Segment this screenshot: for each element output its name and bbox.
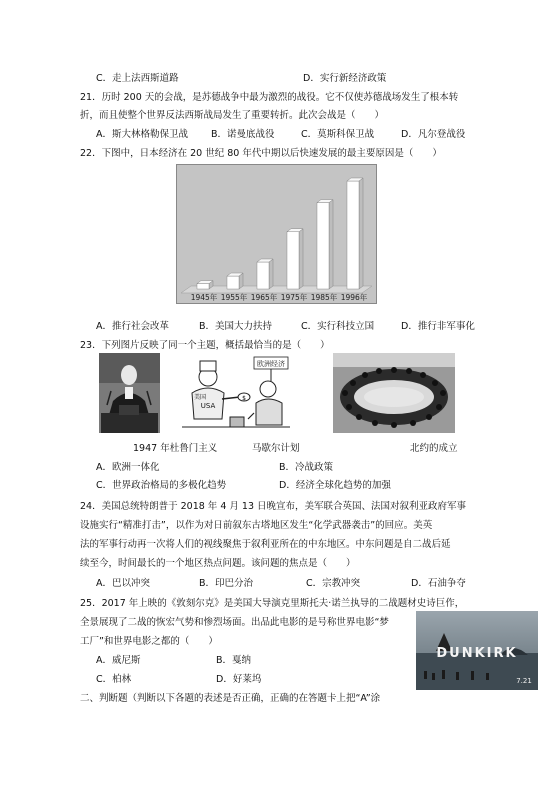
q23-option-c: C．世界政治格局的多极化趋势: [96, 480, 227, 491]
q24-stem-line4: 续至今，时间最长的一个地区热点问题。该问题的焦点是（ ）: [80, 558, 356, 569]
truman-photo: [99, 353, 160, 433]
japan-economy-chart: [176, 164, 377, 304]
q22-option-b: B．美国大力扶持: [199, 321, 273, 332]
q21-option-d: D．凡尔登战役: [401, 129, 466, 140]
bar-1996年: [347, 178, 363, 289]
q22-option-c: C．实行科技立国: [301, 321, 375, 332]
q25-option-a: A．威尼斯: [96, 655, 141, 666]
x-tick-label: 1955年: [220, 293, 248, 302]
q24-option-d: D．石油争夺: [411, 578, 466, 589]
q24-stem-line3: 法的军事行动再一次将人们的视线聚焦于叙利亚所在的中东地区。中东问题是自二战后延: [80, 539, 451, 550]
bar-1955年: [227, 273, 243, 289]
x-tick-label: 1996年: [340, 293, 368, 302]
poster-title: DUNKIRK: [436, 646, 518, 661]
q21-option-c: C．莫斯科保卫战: [301, 129, 375, 140]
q22-option-d: D．推行非军事化: [401, 321, 475, 332]
nato-meeting-photo: [333, 353, 455, 433]
q24-option-b: B．印巴分治: [199, 578, 254, 589]
q22-stem: 22．下图中，日本经济在 20 世纪 80 年代中期以后快速发展的最主要原因是（ ）: [80, 148, 442, 159]
bar-1985年: [317, 200, 333, 289]
q23-stem: 23．下列图片反映了同一个主题，概括最恰当的是（ ）: [80, 340, 330, 351]
q23-option-b: B．冷战政策: [279, 462, 334, 473]
q25-stem-line1: 25．2017 年上映的《敦刻尔克》是美国大导演克里斯托夫·诺兰执导的二战题材史诗巨作，: [80, 598, 465, 609]
q25-stem-line2: 全景展现了二战的恢宏气势和惨烈场面。出品此电影的是号称世界电影“梦: [80, 617, 389, 628]
q23-caption-marshall: 马歇尔计划: [252, 443, 300, 454]
svg-text:$: $: [242, 395, 246, 402]
poster-date: 7.21: [516, 677, 532, 685]
q24-stem-line2: 设施实行“精准打击”，以作为对日前叙东古塔地区发生“化学武器袭击”的回应。美英: [80, 520, 433, 531]
q20-option-d: D．实行新经济政策: [303, 73, 387, 84]
q24-option-c: C．宗教冲突: [306, 578, 361, 589]
q24-stem-line1: 24．美国总统特朗普于 2018 年 4 月 13 日晚宣布，美军联合英国、法国对叙利亚政府军事: [80, 501, 467, 512]
q23-option-d: D．经济全球化趋势的加强: [279, 480, 391, 491]
x-tick-label: 1945年: [190, 293, 218, 302]
q21-stem-line1: 21．历时 200 天的会战，是苏德战争中最为激烈的战役。它不仅使苏德战场发生了根本转: [80, 92, 459, 103]
cartoon-usa-cn-label: 美国: [193, 394, 207, 401]
q21-option-a: A．斯大林格勒保卫战: [96, 129, 188, 140]
q21-stem-line2: 折，而且使整个世界反法西斯战局发生了重要转折。此次会战是（ ）: [80, 110, 385, 121]
section2-heading: 二、判断题（判断以下各题的表述是否正确，正确的在答题卡上把“A”涂: [80, 693, 381, 704]
q21-option-b: B．诺曼底战役: [211, 129, 275, 140]
bar-1945年: [197, 281, 213, 289]
q25-stem-line3: 工厂”和世界电影之都的（ ）: [80, 636, 218, 647]
bar-1965年: [257, 259, 273, 289]
dunkirk-poster: [416, 611, 538, 690]
q25-option-d: D．好莱坞: [216, 674, 262, 685]
cartoon-usa-label: USA: [200, 402, 216, 410]
q24-option-a: A．巴以冲突: [96, 578, 150, 589]
q23-caption-nato: 北约的成立: [410, 443, 458, 454]
marshall-plan-cartoon: [178, 353, 294, 433]
cartoon-sign-text: 欧洲经济: [257, 360, 285, 368]
q25-option-b: B．戛纳: [216, 655, 252, 666]
q23-caption-truman: 1947 年杜鲁门主义: [133, 443, 218, 454]
q25-option-c: C．柏林: [96, 674, 132, 685]
bar-1975年: [287, 229, 303, 289]
x-tick-label: 1975年: [280, 293, 308, 302]
x-tick-label: 1965年: [250, 293, 278, 302]
q22-option-a: A．推行社会改革: [96, 321, 169, 332]
q23-option-a: A．欧洲一体化: [96, 462, 160, 473]
bar-chart-svg: [177, 165, 376, 303]
q20-option-c: C．走上法西斯道路: [96, 73, 179, 84]
x-tick-label: 1985年: [310, 293, 338, 302]
